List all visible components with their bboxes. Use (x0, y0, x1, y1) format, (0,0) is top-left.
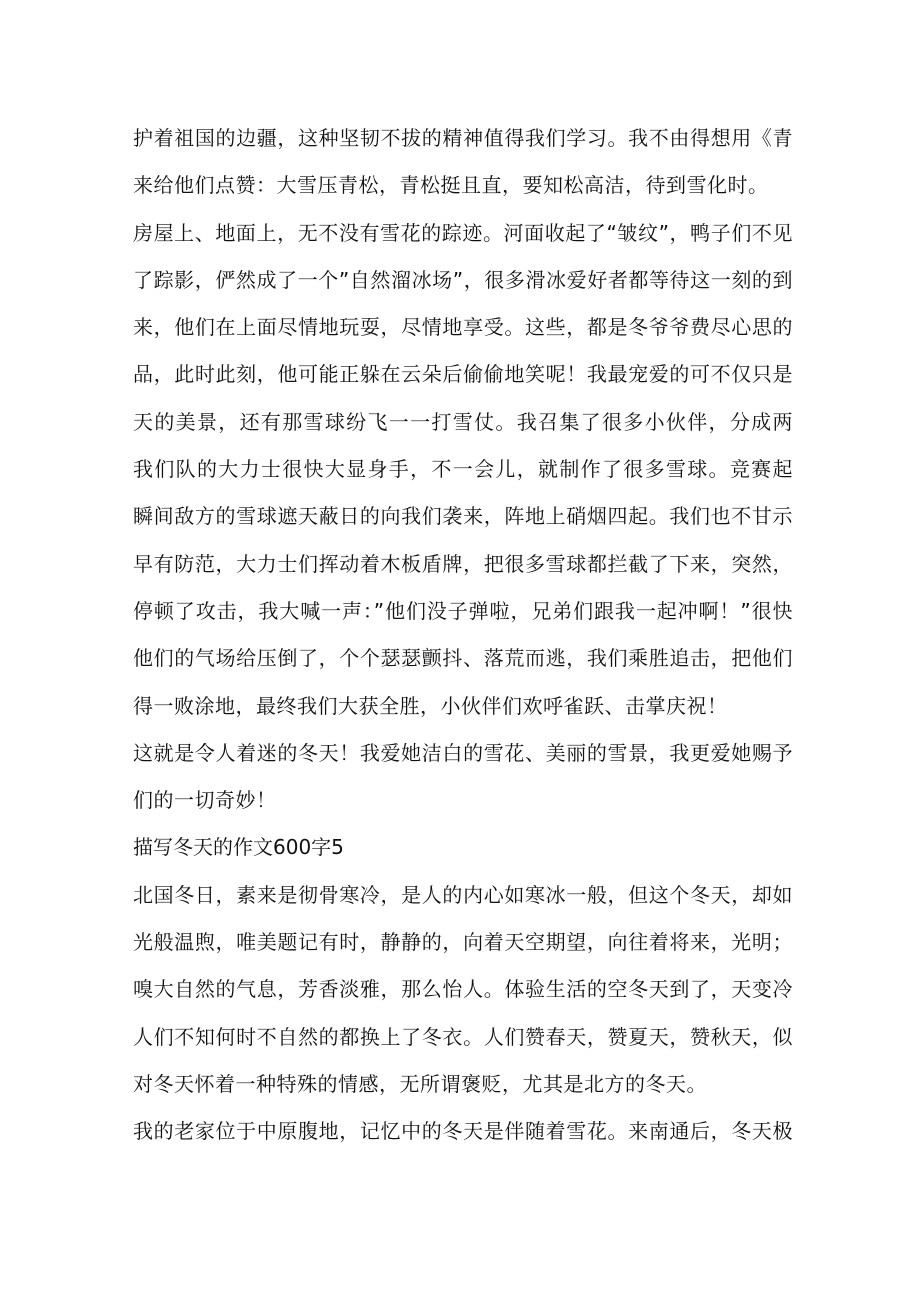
text-line: 早有防范，大力士们挥动着木板盾牌，把很多雪球都拦截了下来，突然， (133, 551, 793, 576)
text-line: 停顿了攻击，我大喊一声：”他们没子弹啦，兄弟们跟我一起冲啊！”很快 (133, 598, 793, 623)
text-line: 光般温煦，唯美题记有时，静静的，向着天空期望，向往着将来，光明； (133, 930, 793, 955)
text-line: 了踪影，俨然成了一个”自然溜冰场”，很多滑冰爱好者都等待这一刻的到 (133, 267, 793, 292)
text-line: 这就是令人着迷的冬天！我爱她洁白的雪花、美丽的雪景，我更爱她赐予 (133, 740, 793, 765)
text-line: 天的美景，还有那雪球纷飞一一打雪仗。我召集了很多小伙伴，分成两 (133, 409, 793, 434)
text-line: 我们队的大力士很快大显身手，不一会儿，就制作了很多雪球。竞赛起 (133, 457, 793, 482)
text-line: 北国冬日，素来是彻骨寒冷，是人的内心如寒冰一般，但这个冬天，却如 (133, 882, 793, 907)
text-line: 人们不知何时不自然的都换上了冬衣。人们赞春天，赞夏天，赞秋天，似 (133, 1024, 793, 1049)
text-line: 品，此时此刻，他可能正躲在云朵后偷偷地笑呢！我最宠爱的可不仅只是 (133, 362, 793, 387)
text-line: 房屋上、地面上，无不没有雪花的踪迹。河面收起了“皱纹”，鸭子们不见 (133, 220, 793, 245)
text-line: 我的老家位于中原腹地，记忆中的冬天是伴随着雪花。来南通后，冬天极 (133, 1119, 793, 1144)
text-line: 他们的气场给压倒了，个个瑟瑟颤抖、落荒而逃，我们乘胜追击，把他们 (133, 646, 793, 671)
text-line: 得一败涂地，最终我们大获全胜，小伙伴们欢呼雀跃、击掌庆祝！ (133, 693, 728, 718)
text-line: 瞬间敌方的雪球遮天蔽日的向我们袭来，阵地上硝烟四起。我们也不甘示 (133, 504, 793, 529)
text-line: 来，他们在上面尽情地玩耍，尽情地享受。这些，都是冬爷爷费尽心思的 (133, 315, 793, 340)
text-line: 对冬天怀着一种特殊的情感，无所谓褒贬，尤其是北方的冬天。 (133, 1071, 707, 1096)
section-heading: 描写冬天的作文600字5 (133, 835, 344, 860)
document-body (133, 118, 793, 1159)
text-line: 来给他们点赞：大雪压青松，青松挺且直，要知松高洁，待到雪化时。 (133, 173, 769, 198)
text-line: 嗅大自然的气息，芳香淡雅，那么怡人。体验生活的空冬天到了，天变冷 (133, 977, 793, 1002)
text-line: 护着祖国的边疆，这种坚韧不拔的精神值得我们学习。我不由得想用《青 (133, 126, 793, 150)
text-line: 们的一切奇妙！ (133, 788, 277, 813)
